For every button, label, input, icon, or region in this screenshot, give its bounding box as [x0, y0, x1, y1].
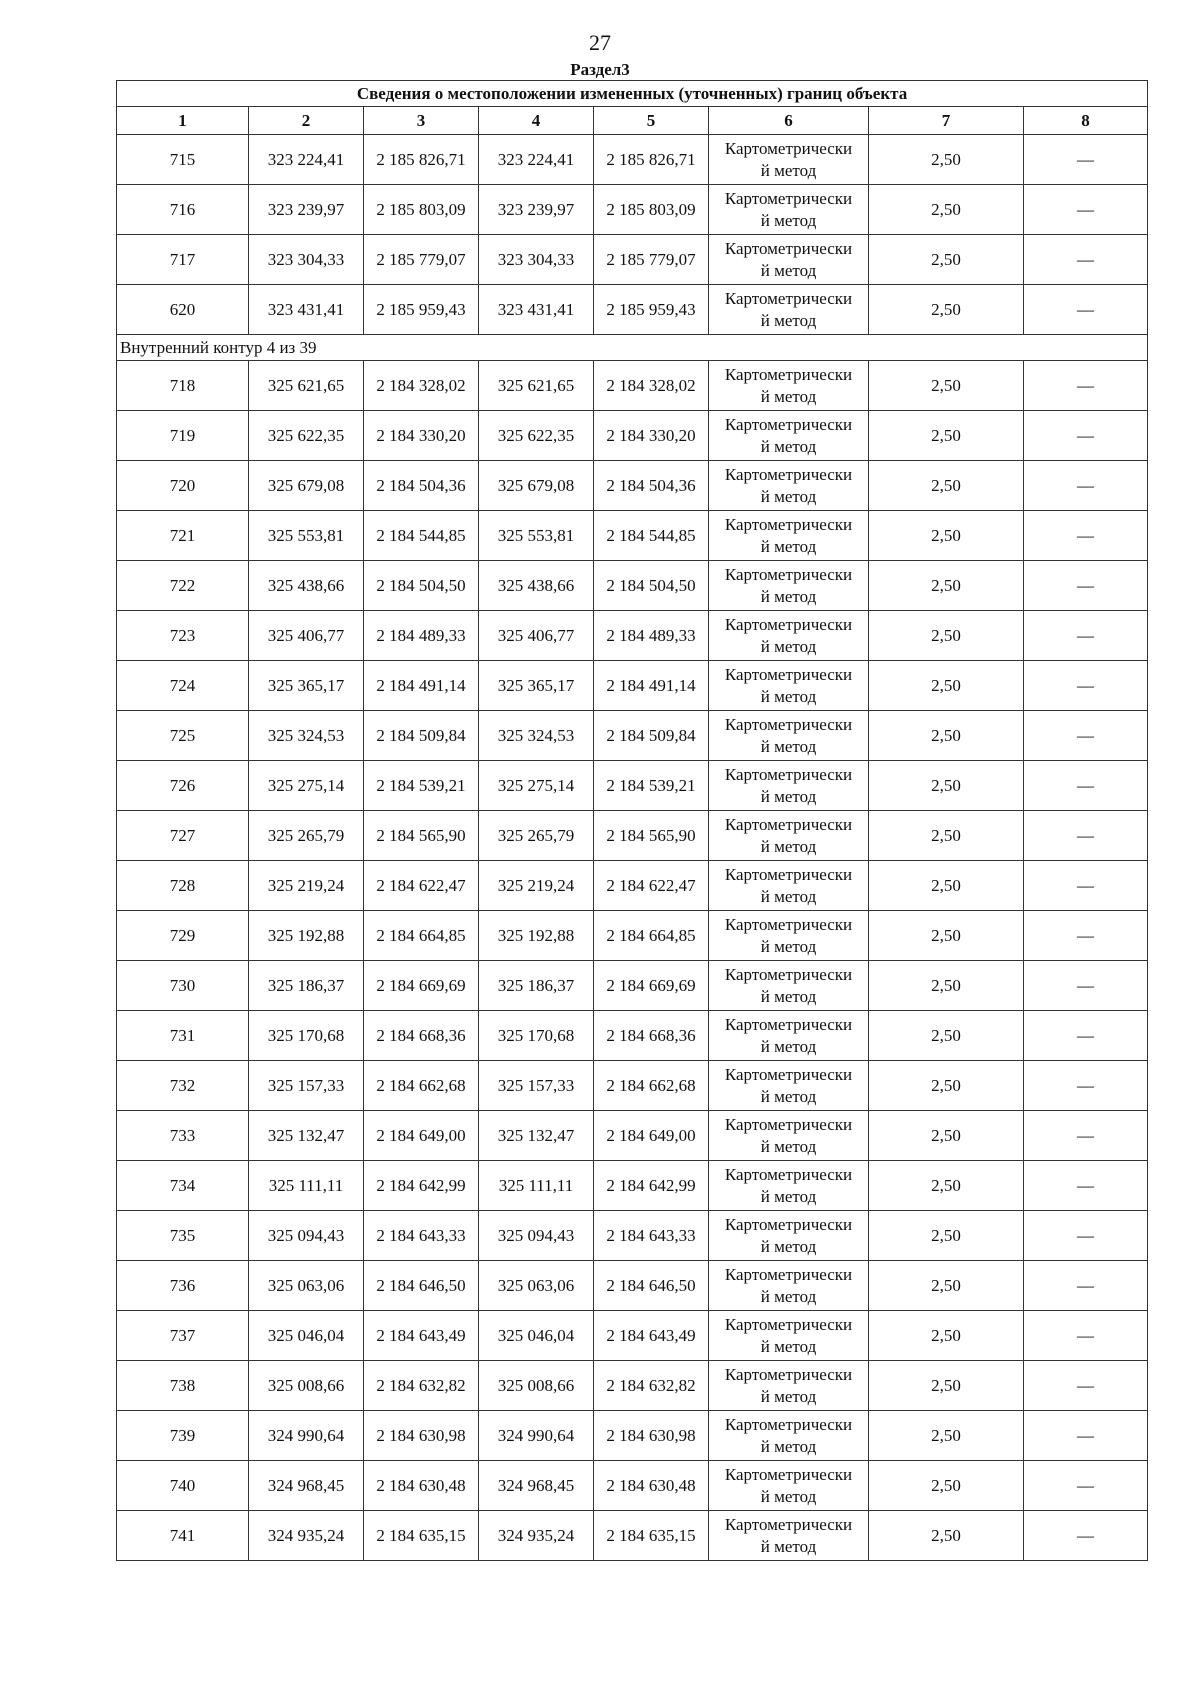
description-cell: — — [1024, 861, 1148, 911]
determination-method-cell: Картометрически й метод — [709, 511, 869, 561]
point-number-cell: 732 — [117, 1061, 249, 1111]
description-cell: — — [1024, 561, 1148, 611]
x-new-cell: 325 094,43 — [479, 1211, 594, 1261]
determination-method-cell: Картометрически й метод — [709, 361, 869, 411]
table-row — [117, 561, 1148, 611]
y-existing-cell: 2 184 565,90 — [364, 811, 479, 861]
point-number-cell: 719 — [117, 411, 249, 461]
table-body — [117, 135, 1148, 1561]
determination-method-cell: Картометрически й метод — [709, 1461, 869, 1511]
x-new-cell: 325 622,35 — [479, 411, 594, 461]
y-existing-cell: 2 185 959,43 — [364, 285, 479, 335]
x-new-cell: 325 365,17 — [479, 661, 594, 711]
accuracy-cell: 2,50 — [869, 135, 1024, 185]
description-cell: — — [1024, 711, 1148, 761]
y-new-cell: 2 184 504,50 — [594, 561, 709, 611]
accuracy-cell: 2,50 — [869, 761, 1024, 811]
table-row — [117, 761, 1148, 811]
y-existing-cell: 2 185 826,71 — [364, 135, 479, 185]
y-existing-cell: 2 184 642,99 — [364, 1161, 479, 1211]
x-existing-cell: 325 192,88 — [249, 911, 364, 961]
y-existing-cell: 2 184 622,47 — [364, 861, 479, 911]
point-number-cell: 739 — [117, 1411, 249, 1461]
accuracy-cell: 2,50 — [869, 511, 1024, 561]
y-new-cell: 2 184 565,90 — [594, 811, 709, 861]
point-number-cell: 725 — [117, 711, 249, 761]
x-new-cell: 325 063,06 — [479, 1261, 594, 1311]
x-new-cell: 325 157,33 — [479, 1061, 594, 1111]
table-row — [117, 511, 1148, 561]
accuracy-cell: 2,50 — [869, 361, 1024, 411]
accuracy-cell: 2,50 — [869, 711, 1024, 761]
x-new-cell: 325 192,88 — [479, 911, 594, 961]
description-cell: — — [1024, 761, 1148, 811]
determination-method-cell: Картометрически й метод — [709, 811, 869, 861]
x-existing-cell: 325 679,08 — [249, 461, 364, 511]
y-existing-cell: 2 184 544,85 — [364, 511, 479, 561]
accuracy-cell: 2,50 — [869, 461, 1024, 511]
point-number-cell: 730 — [117, 961, 249, 1011]
y-new-cell: 2 184 328,02 — [594, 361, 709, 411]
x-existing-cell: 325 132,47 — [249, 1111, 364, 1161]
accuracy-cell: 2,50 — [869, 1411, 1024, 1461]
description-cell: — — [1024, 1411, 1148, 1461]
determination-method-cell: Картометрически й метод — [709, 285, 869, 335]
table-row — [117, 1361, 1148, 1411]
x-new-cell: 325 275,14 — [479, 761, 594, 811]
description-cell: — — [1024, 511, 1148, 561]
description-cell: — — [1024, 1261, 1148, 1311]
accuracy-cell: 2,50 — [869, 1111, 1024, 1161]
table-row — [117, 1311, 1148, 1361]
determination-method-cell: Картометрически й метод — [709, 711, 869, 761]
determination-method-cell: Картометрически й метод — [709, 1361, 869, 1411]
x-new-cell: 325 186,37 — [479, 961, 594, 1011]
table-row — [117, 185, 1148, 235]
boundary-coordinates-table — [116, 80, 1148, 1561]
y-existing-cell: 2 184 630,48 — [364, 1461, 479, 1511]
determination-method-cell: Картометрически й метод — [709, 1411, 869, 1461]
y-new-cell: 2 184 622,47 — [594, 861, 709, 911]
column-header-6: 6 — [709, 107, 869, 135]
table-row — [117, 1461, 1148, 1511]
x-new-cell: 323 304,33 — [479, 235, 594, 285]
table-row — [117, 1261, 1148, 1311]
accuracy-cell: 2,50 — [869, 411, 1024, 461]
x-new-cell: 325 170,68 — [479, 1011, 594, 1061]
accuracy-cell: 2,50 — [869, 1011, 1024, 1061]
y-new-cell: 2 184 489,33 — [594, 611, 709, 661]
determination-method-cell: Картометрически й метод — [709, 1111, 869, 1161]
x-existing-cell: 325 438,66 — [249, 561, 364, 611]
accuracy-cell: 2,50 — [869, 611, 1024, 661]
description-cell: — — [1024, 135, 1148, 185]
determination-method-cell: Картометрически й метод — [709, 861, 869, 911]
description-cell: — — [1024, 611, 1148, 661]
y-existing-cell: 2 184 504,36 — [364, 461, 479, 511]
determination-method-cell: Картометрически й метод — [709, 1211, 869, 1261]
y-existing-cell: 2 184 635,15 — [364, 1511, 479, 1561]
section-title: Раздел3 — [570, 60, 630, 79]
table-row — [117, 135, 1148, 185]
column-header-7: 7 — [869, 107, 1024, 135]
y-existing-cell: 2 185 803,09 — [364, 185, 479, 235]
point-number-cell: 729 — [117, 911, 249, 961]
y-new-cell: 2 184 491,14 — [594, 661, 709, 711]
determination-method-cell: Картометрически й метод — [709, 1061, 869, 1111]
x-new-cell: 324 968,45 — [479, 1461, 594, 1511]
determination-method-cell: Картометрически й метод — [709, 1311, 869, 1361]
x-new-cell: 324 935,24 — [479, 1511, 594, 1561]
description-cell: — — [1024, 411, 1148, 461]
point-number-cell: 720 — [117, 461, 249, 511]
table-caption: Сведения о местоположении измененных (уточненных) границ объекта — [117, 81, 1148, 107]
point-number-cell: 726 — [117, 761, 249, 811]
column-header-4: 4 — [479, 107, 594, 135]
x-new-cell: 325 621,65 — [479, 361, 594, 411]
x-new-cell: 325 219,24 — [479, 861, 594, 911]
x-existing-cell: 325 170,68 — [249, 1011, 364, 1061]
x-existing-cell: 325 219,24 — [249, 861, 364, 911]
y-new-cell: 2 184 330,20 — [594, 411, 709, 461]
determination-method-cell: Картометрически й метод — [709, 461, 869, 511]
x-new-cell: 323 239,97 — [479, 185, 594, 235]
determination-method-cell: Картометрически й метод — [709, 561, 869, 611]
contour-row — [117, 335, 1148, 361]
description-cell: — — [1024, 1511, 1148, 1561]
description-cell: — — [1024, 1061, 1148, 1111]
x-new-cell: 325 008,66 — [479, 1361, 594, 1411]
x-existing-cell: 325 094,43 — [249, 1211, 364, 1261]
y-existing-cell: 2 184 504,50 — [364, 561, 479, 611]
y-existing-cell: 2 184 328,02 — [364, 361, 479, 411]
determination-method-cell: Картометрически й метод — [709, 961, 869, 1011]
y-new-cell: 2 184 504,36 — [594, 461, 709, 511]
accuracy-cell: 2,50 — [869, 961, 1024, 1011]
x-existing-cell: 324 990,64 — [249, 1411, 364, 1461]
point-number-cell: 736 — [117, 1261, 249, 1311]
point-number-cell: 718 — [117, 361, 249, 411]
point-number-cell: 724 — [117, 661, 249, 711]
y-new-cell: 2 184 643,49 — [594, 1311, 709, 1361]
y-new-cell: 2 185 779,07 — [594, 235, 709, 285]
x-new-cell: 325 324,53 — [479, 711, 594, 761]
x-existing-cell: 325 186,37 — [249, 961, 364, 1011]
y-new-cell: 2 184 509,84 — [594, 711, 709, 761]
column-header-1: 1 — [117, 107, 249, 135]
determination-method-cell: Картометрически й метод — [709, 1011, 869, 1061]
point-number-cell: 727 — [117, 811, 249, 861]
description-cell: — — [1024, 961, 1148, 1011]
x-new-cell: 325 111,11 — [479, 1161, 594, 1211]
x-existing-cell: 325 063,06 — [249, 1261, 364, 1311]
accuracy-cell: 2,50 — [869, 1461, 1024, 1511]
accuracy-cell: 2,50 — [869, 861, 1024, 911]
y-existing-cell: 2 184 662,68 — [364, 1061, 479, 1111]
y-new-cell: 2 184 662,68 — [594, 1061, 709, 1111]
table-row — [117, 1061, 1148, 1111]
y-existing-cell: 2 184 630,98 — [364, 1411, 479, 1461]
y-existing-cell: 2 184 646,50 — [364, 1261, 479, 1311]
x-existing-cell: 325 111,11 — [249, 1161, 364, 1211]
accuracy-cell: 2,50 — [869, 911, 1024, 961]
point-number-cell: 740 — [117, 1461, 249, 1511]
x-existing-cell: 325 046,04 — [249, 1311, 364, 1361]
description-cell: — — [1024, 1461, 1148, 1511]
x-existing-cell: 325 324,53 — [249, 711, 364, 761]
y-new-cell: 2 184 635,15 — [594, 1511, 709, 1561]
column-number-row — [117, 107, 1148, 135]
y-new-cell: 2 184 544,85 — [594, 511, 709, 561]
determination-method-cell: Картометрически й метод — [709, 911, 869, 961]
table-row — [117, 811, 1148, 861]
column-header-8: 8 — [1024, 107, 1148, 135]
x-existing-cell: 325 621,65 — [249, 361, 364, 411]
point-number-cell: 735 — [117, 1211, 249, 1261]
point-number-cell: 728 — [117, 861, 249, 911]
table-row — [117, 1511, 1148, 1561]
x-existing-cell: 325 275,14 — [249, 761, 364, 811]
y-new-cell: 2 184 664,85 — [594, 911, 709, 961]
x-existing-cell: 325 406,77 — [249, 611, 364, 661]
y-new-cell: 2 184 649,00 — [594, 1111, 709, 1161]
point-number-cell: 738 — [117, 1361, 249, 1411]
x-existing-cell: 325 157,33 — [249, 1061, 364, 1111]
x-new-cell: 325 406,77 — [479, 611, 594, 661]
point-number-cell: 733 — [117, 1111, 249, 1161]
description-cell: — — [1024, 235, 1148, 285]
x-existing-cell: 324 968,45 — [249, 1461, 364, 1511]
accuracy-cell: 2,50 — [869, 561, 1024, 611]
description-cell: — — [1024, 461, 1148, 511]
table-row — [117, 1411, 1148, 1461]
x-existing-cell: 325 365,17 — [249, 661, 364, 711]
accuracy-cell: 2,50 — [869, 661, 1024, 711]
accuracy-cell: 2,50 — [869, 285, 1024, 335]
description-cell: — — [1024, 1161, 1148, 1211]
y-new-cell: 2 185 826,71 — [594, 135, 709, 185]
point-number-cell: 620 — [117, 285, 249, 335]
accuracy-cell: 2,50 — [869, 811, 1024, 861]
description-cell: — — [1024, 1361, 1148, 1411]
column-header-3: 3 — [364, 107, 479, 135]
determination-method-cell: Картометрически й метод — [709, 1161, 869, 1211]
y-existing-cell: 2 184 539,21 — [364, 761, 479, 811]
x-new-cell: 324 990,64 — [479, 1411, 594, 1461]
accuracy-cell: 2,50 — [869, 1061, 1024, 1111]
contour-label: Внутренний контур 4 из 39 — [117, 335, 1148, 361]
y-existing-cell: 2 184 668,36 — [364, 1011, 479, 1061]
y-existing-cell: 2 184 489,33 — [364, 611, 479, 661]
point-number-cell: 723 — [117, 611, 249, 661]
y-existing-cell: 2 184 509,84 — [364, 711, 479, 761]
table-row — [117, 961, 1148, 1011]
description-cell: — — [1024, 811, 1148, 861]
table-row — [117, 1111, 1148, 1161]
x-existing-cell: 323 224,41 — [249, 135, 364, 185]
x-new-cell: 325 553,81 — [479, 511, 594, 561]
point-number-cell: 737 — [117, 1311, 249, 1361]
determination-method-cell: Картометрически й метод — [709, 611, 869, 661]
point-number-cell: 716 — [117, 185, 249, 235]
table-row — [117, 611, 1148, 661]
y-new-cell: 2 184 669,69 — [594, 961, 709, 1011]
determination-method-cell: Картометрически й метод — [709, 761, 869, 811]
y-existing-cell: 2 184 669,69 — [364, 961, 479, 1011]
table-row — [117, 861, 1148, 911]
y-existing-cell: 2 184 632,82 — [364, 1361, 479, 1411]
y-existing-cell: 2 185 779,07 — [364, 235, 479, 285]
table-row — [117, 911, 1148, 961]
x-existing-cell: 325 622,35 — [249, 411, 364, 461]
x-new-cell: 323 224,41 — [479, 135, 594, 185]
x-new-cell: 325 265,79 — [479, 811, 594, 861]
point-number-cell: 722 — [117, 561, 249, 611]
point-number-cell: 721 — [117, 511, 249, 561]
y-existing-cell: 2 184 649,00 — [364, 1111, 479, 1161]
page-number: 27 — [589, 30, 611, 55]
table-row — [117, 1161, 1148, 1211]
description-cell: — — [1024, 1111, 1148, 1161]
accuracy-cell: 2,50 — [869, 235, 1024, 285]
point-number-cell: 734 — [117, 1161, 249, 1211]
accuracy-cell: 2,50 — [869, 1361, 1024, 1411]
determination-method-cell: Картометрически й метод — [709, 185, 869, 235]
accuracy-cell: 2,50 — [869, 1311, 1024, 1361]
y-new-cell: 2 184 539,21 — [594, 761, 709, 811]
accuracy-cell: 2,50 — [869, 1511, 1024, 1561]
x-existing-cell: 323 239,97 — [249, 185, 364, 235]
accuracy-cell: 2,50 — [869, 1161, 1024, 1211]
table-row — [117, 711, 1148, 761]
table-row — [117, 1011, 1148, 1061]
y-new-cell: 2 184 643,33 — [594, 1211, 709, 1261]
y-existing-cell: 2 184 491,14 — [364, 661, 479, 711]
x-existing-cell: 323 431,41 — [249, 285, 364, 335]
table-row — [117, 411, 1148, 461]
y-new-cell: 2 185 803,09 — [594, 185, 709, 235]
x-new-cell: 325 679,08 — [479, 461, 594, 511]
determination-method-cell: Картометрически й метод — [709, 1261, 869, 1311]
description-cell: — — [1024, 1311, 1148, 1361]
accuracy-cell: 2,50 — [869, 1261, 1024, 1311]
y-new-cell: 2 184 632,82 — [594, 1361, 709, 1411]
x-existing-cell: 323 304,33 — [249, 235, 364, 285]
y-new-cell: 2 184 630,48 — [594, 1461, 709, 1511]
x-existing-cell: 325 265,79 — [249, 811, 364, 861]
determination-method-cell: Картометрически й метод — [709, 235, 869, 285]
x-new-cell: 325 132,47 — [479, 1111, 594, 1161]
table-row — [117, 235, 1148, 285]
point-number-cell: 715 — [117, 135, 249, 185]
y-existing-cell: 2 184 664,85 — [364, 911, 479, 961]
table-row — [117, 461, 1148, 511]
table-row — [117, 361, 1148, 411]
determination-method-cell: Картометрически й метод — [709, 1511, 869, 1561]
determination-method-cell: Картометрически й метод — [709, 411, 869, 461]
description-cell: — — [1024, 661, 1148, 711]
table-row — [117, 1211, 1148, 1261]
x-existing-cell: 325 553,81 — [249, 511, 364, 561]
description-cell: — — [1024, 1011, 1148, 1061]
determination-method-cell: Картометрически й метод — [709, 661, 869, 711]
x-existing-cell: 325 008,66 — [249, 1361, 364, 1411]
x-new-cell: 325 046,04 — [479, 1311, 594, 1361]
y-new-cell: 2 184 630,98 — [594, 1411, 709, 1461]
point-number-cell: 717 — [117, 235, 249, 285]
determination-method-cell: Картометрически й метод — [709, 135, 869, 185]
table-row — [117, 285, 1148, 335]
y-existing-cell: 2 184 643,49 — [364, 1311, 479, 1361]
y-new-cell: 2 184 668,36 — [594, 1011, 709, 1061]
column-header-2: 2 — [249, 107, 364, 135]
x-new-cell: 325 438,66 — [479, 561, 594, 611]
description-cell: — — [1024, 911, 1148, 961]
description-cell: — — [1024, 185, 1148, 235]
y-new-cell: 2 184 642,99 — [594, 1161, 709, 1211]
y-existing-cell: 2 184 643,33 — [364, 1211, 479, 1261]
y-new-cell: 2 184 646,50 — [594, 1261, 709, 1311]
description-cell: — — [1024, 285, 1148, 335]
column-header-5: 5 — [594, 107, 709, 135]
x-new-cell: 323 431,41 — [479, 285, 594, 335]
point-number-cell: 741 — [117, 1511, 249, 1561]
accuracy-cell: 2,50 — [869, 185, 1024, 235]
accuracy-cell: 2,50 — [869, 1211, 1024, 1261]
table-row — [117, 661, 1148, 711]
description-cell: — — [1024, 361, 1148, 411]
y-existing-cell: 2 184 330,20 — [364, 411, 479, 461]
x-existing-cell: 324 935,24 — [249, 1511, 364, 1561]
y-new-cell: 2 185 959,43 — [594, 285, 709, 335]
description-cell: — — [1024, 1211, 1148, 1261]
point-number-cell: 731 — [117, 1011, 249, 1061]
